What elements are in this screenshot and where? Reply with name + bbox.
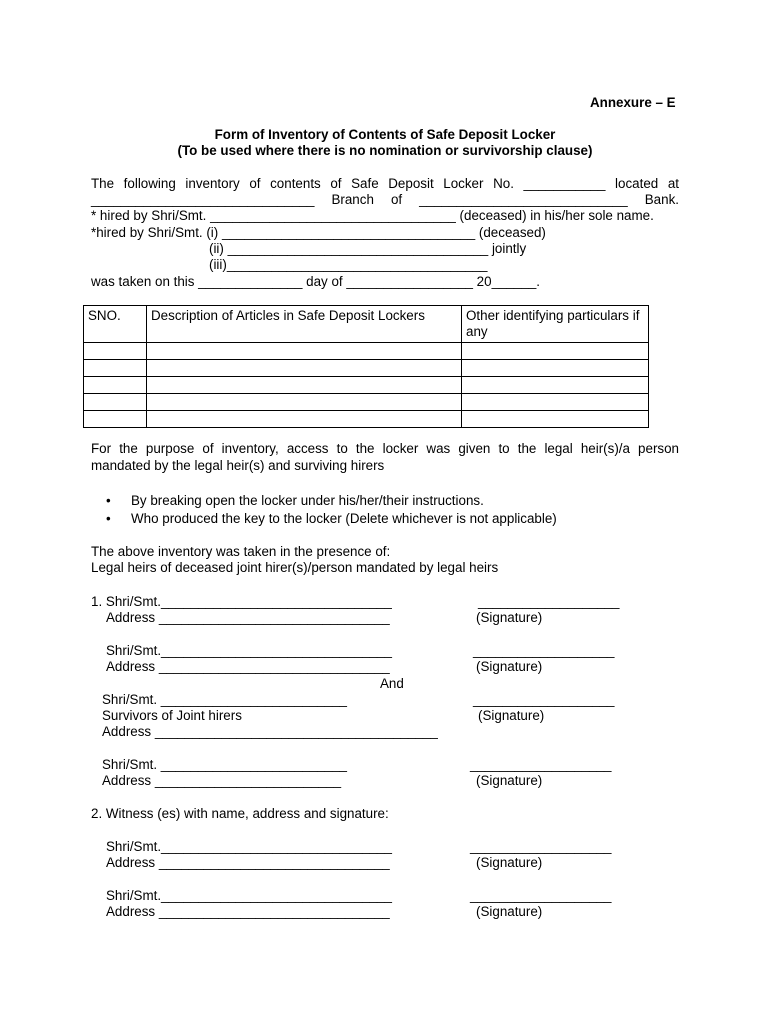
and-label: And: [380, 676, 404, 691]
table-row: [84, 411, 649, 428]
signature-line: ___________________: [478, 594, 620, 609]
header-sno: SNO.: [84, 306, 147, 343]
intro-line-3: * hired by Shri/Smt. _________________________________ (deceased) in his/her sole name.: [91, 208, 654, 223]
signature-label: (Signature): [476, 659, 543, 674]
table-cell[interactable]: [147, 411, 462, 428]
table-cell[interactable]: [462, 343, 649, 360]
table-cell[interactable]: [462, 360, 649, 377]
form-subtitle: (To be used where there is no nomination or survivorship clause): [177, 143, 593, 158]
signatory-2-name: Shri/Smt._______________________________: [106, 643, 392, 658]
signature-label: (Signature): [476, 610, 543, 625]
bullet-text-1: By breaking open the locker under his/her/their instructions.: [131, 493, 484, 508]
bullet-icon: •: [106, 511, 111, 526]
intro-line-5: (ii) ___________________________________ jointly: [209, 241, 527, 256]
table-row: [84, 360, 649, 377]
intro-line-6: (iii)___________________________________: [209, 257, 488, 272]
table-cell[interactable]: [462, 411, 649, 428]
table-cell[interactable]: [84, 343, 147, 360]
signature-label: (Signature): [476, 855, 543, 870]
survivor-address: Address ______________________________________: [102, 724, 438, 739]
witness-1-name: Shri/Smt._______________________________: [106, 839, 392, 854]
table-cell[interactable]: [84, 360, 147, 377]
header-description: Description of Articles in Safe Deposit Lockers: [147, 306, 462, 343]
table-cell[interactable]: [462, 394, 649, 411]
presence-line-2: Legal heirs of deceased joint hirer(s)/person mandated by legal heirs: [91, 560, 499, 575]
witness-heading: 2. Witness (es) with name, address and signature:: [91, 806, 389, 821]
signature-line: ___________________: [470, 757, 612, 772]
purpose-line-2: mandated by the legal heir(s) and surviving hirers: [91, 458, 385, 473]
table-cell[interactable]: [462, 377, 649, 394]
table-row: [84, 394, 649, 411]
table-cell[interactable]: [147, 360, 462, 377]
table-cell[interactable]: [84, 377, 147, 394]
signatory-2-address: Address _______________________________: [106, 659, 390, 674]
witness-2-address: Address _______________________________: [106, 904, 390, 919]
table-row: [84, 343, 649, 360]
table-cell[interactable]: [84, 411, 147, 428]
bullet-icon: •: [106, 493, 111, 508]
survivor-name: Shri/Smt. _________________________: [102, 692, 347, 707]
table-cell[interactable]: [84, 394, 147, 411]
signatory-1-address: Address _______________________________: [106, 610, 390, 625]
form-title: Form of Inventory of Contents of Safe Deposit Locker: [214, 127, 556, 142]
bullet-text-2: Who produced the key to the locker (Delete whichever is not applicable): [131, 511, 557, 526]
table-cell[interactable]: [147, 394, 462, 411]
signature-line: ___________________: [473, 692, 615, 707]
survivor-2-name: Shri/Smt. _________________________: [102, 757, 347, 772]
table-cell[interactable]: [147, 343, 462, 360]
header-particulars: Other identifying particulars if any: [462, 306, 649, 343]
inventory-table: [83, 305, 649, 428]
signature-label: (Signature): [476, 773, 543, 788]
intro-line-7: was taken on this ______________ day of _________________ 20______.: [91, 274, 540, 289]
witness-1-address: Address _______________________________: [106, 855, 390, 870]
table-cell[interactable]: [147, 377, 462, 394]
intro-line-4: *hired by Shri/Smt. (i) __________________________________ (deceased): [91, 225, 546, 240]
presence-line-1: The above inventory was taken in the presence of:: [91, 544, 391, 559]
intro-line-2: ______________________________ Branch of ____________________________ Bank.: [91, 192, 679, 207]
survivor-2-address: Address _________________________: [102, 773, 342, 788]
survivors-label: Survivors of Joint hirers: [102, 708, 242, 723]
table-header-row: [84, 306, 649, 343]
signature-label: (Signature): [476, 904, 543, 919]
intro-line-1: The following inventory of contents of Safe Deposit Locker No. ___________ located at: [91, 176, 679, 191]
annexure-label: Annexure – E: [590, 95, 676, 110]
signature-line: ___________________: [473, 643, 615, 658]
signatory-1-name: 1. Shri/Smt._______________________________: [91, 594, 392, 609]
table-row: [84, 377, 649, 394]
signature-line: ___________________: [470, 888, 612, 903]
witness-2-name: Shri/Smt._______________________________: [106, 888, 392, 903]
purpose-line-1: For the purpose of inventory, access to the locker was given to the legal heir(s)/a person: [91, 441, 679, 456]
signature-label: (Signature): [478, 708, 545, 723]
signature-line: ___________________: [470, 839, 612, 854]
